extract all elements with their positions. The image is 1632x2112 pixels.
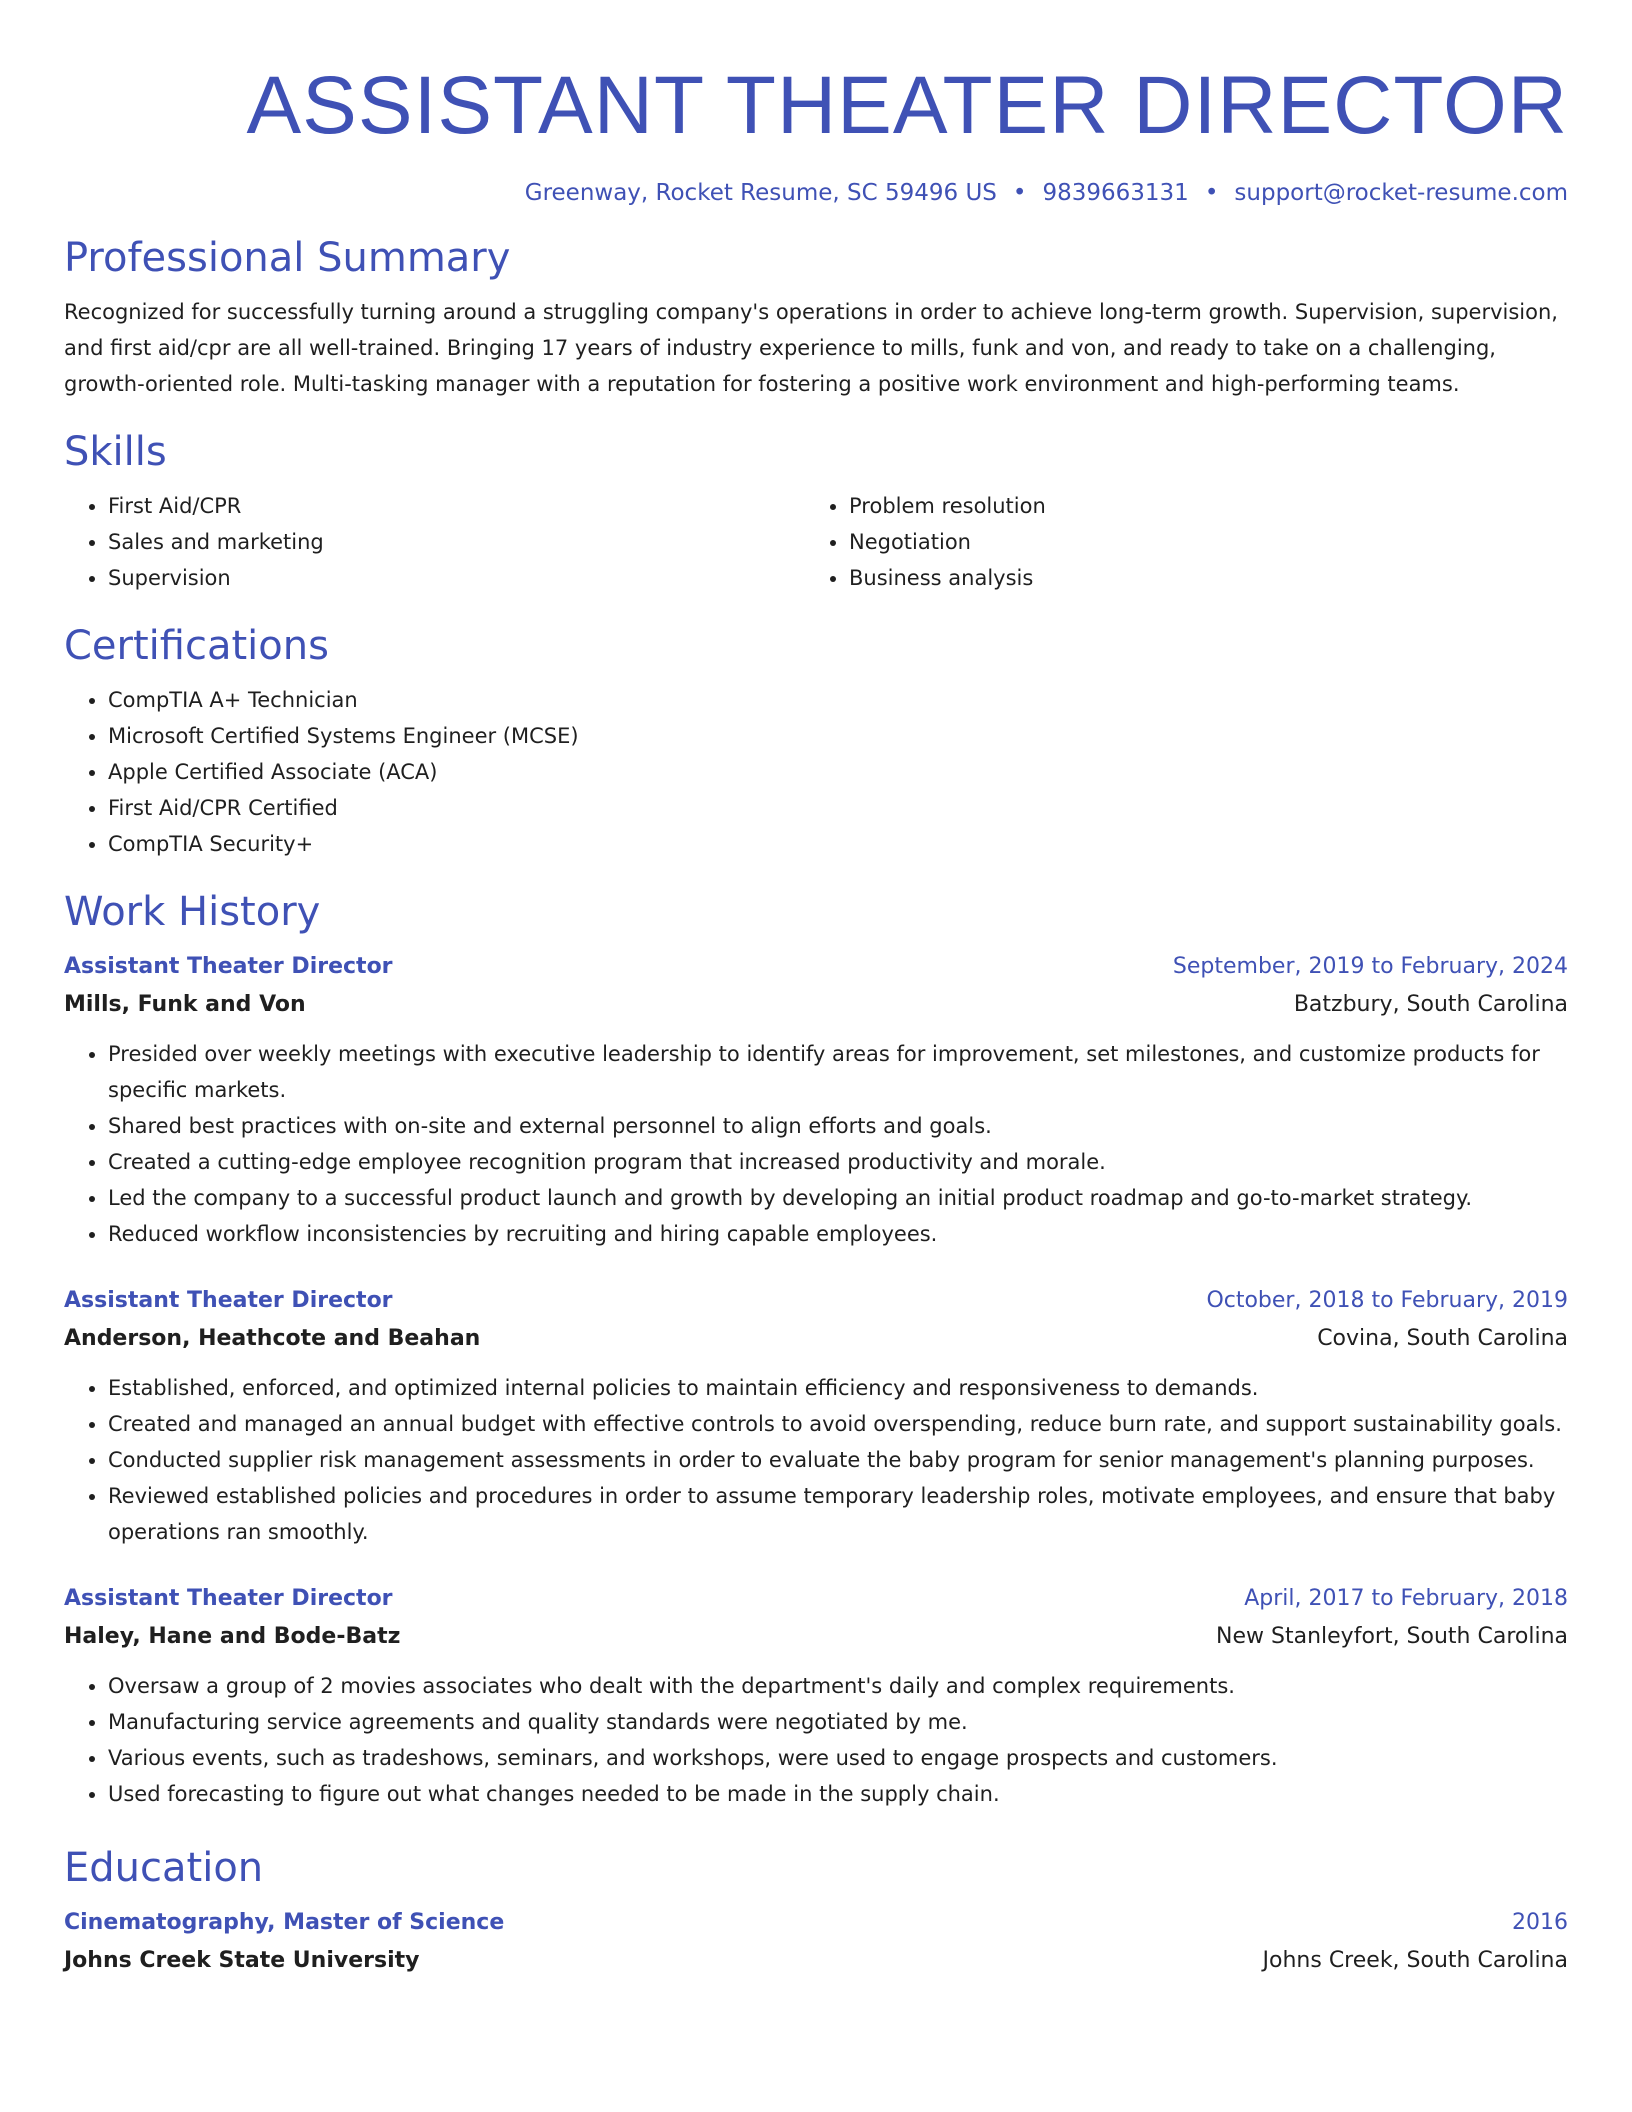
job-bullet: • Shared best practices with on-site and external personnel to align efforts and goals. [108,1108,1568,1144]
job-company: Anderson, Heathcote and Beahan [64,1326,481,1351]
work-history-heading: Work History [64,889,321,935]
job-bullet: • Various events, such as tradeshows, seminars, and workshops, were used to engage prospects and customers. [108,1740,1568,1776]
summary-text: Recognized for successfully turning around a struggling company's operations in order to achieve long-term growth. Supervision, supervision, and first aid/cpr are all well-trained. Bringing 17 years of industry experience to mills, funk and von, and ready to take on a challenging, growth-oriented role. Multi-tasking manager with a reputation for fostering a positive work environment and high-performing teams. [64,300,1558,396]
job-dates: October, 2018 to February, 2019 [1206,1288,1568,1313]
skill-item: • Business analysis [849,560,1568,596]
job-company-row [64,986,1568,1024]
contact-separator: • [1204,180,1219,206]
summary-section [64,232,1568,402]
skill-item: • Supervision [108,560,805,596]
job-title-row [64,1580,1568,1618]
job-bullet: • Established, enforced, and optimized internal policies to maintain efficiency and responsiveness to demands. [108,1370,1568,1406]
contact-separator: • [1012,180,1027,206]
job-bullets [64,1370,1568,1550]
job-title: Assistant Theater Director [64,1586,393,1611]
certification-item: • Microsoft Certified Systems Engineer (MCSE) [108,718,1568,754]
job-location: Covina, South Carolina [1317,1326,1568,1351]
job-title-row [64,1282,1568,1320]
skill-item: • First Aid/CPR [108,488,805,524]
job-company-row [64,1618,1568,1656]
skills-grid [64,488,1568,596]
job-bullet: • Conducted supplier risk management assessments in order to evaluate the baby program for senior management's planning purposes. [108,1442,1568,1478]
job-location: Batzbury, South Carolina [1293,992,1568,1017]
certification-item: • CompTIA Security+ [108,826,1568,862]
education-section [64,1842,1568,1980]
contact-address: Greenway, Rocket Resume, SC 59496 US [524,180,997,206]
certifications-heading: Certifications [64,623,329,669]
job-title-row [64,948,1568,986]
skills-heading: Skills [64,429,167,475]
job-location: New Stanleyfort, South Carolina [1216,1624,1568,1649]
education-school-row [64,1942,1568,1980]
job-bullet: • Manufacturing service agreements and quality standards were negotiated by me. [108,1704,1568,1740]
job-company: Mills, Funk and Von [64,992,306,1017]
certification-item: • First Aid/CPR Certified [108,790,1568,826]
skill-item: • Sales and marketing [108,524,805,560]
job-bullet: • Oversaw a group of 2 movies associates who dealt with the department's daily and complex requirements. [108,1668,1568,1704]
summary-heading: Professional Summary [64,235,511,281]
job-title: Assistant Theater Director [64,954,393,979]
skills-section [64,426,1568,596]
job-company: Haley, Hane and Bode-Batz [64,1624,401,1649]
certification-item: • Apple Certified Associate (ACA) [108,754,1568,790]
candidate-title: ASSISTANT THEATER DIRECTOR [246,60,1568,151]
work-history-section [64,886,1568,1812]
skills-list-left [64,488,805,596]
education-location: Johns Creek, South Carolina [1262,1948,1568,1973]
education-degree: Cinematography, Master of Science [64,1910,505,1935]
job-entry [64,948,1568,1252]
skill-item: • Negotiation [849,524,1568,560]
job-bullet: • Presided over weekly meetings with executive leadership to identify areas for improvement, set milestones, and customize products for specific markets. [108,1036,1568,1108]
job-dates: September, 2019 to February, 2024 [1172,954,1568,979]
job-dates: April, 2017 to February, 2018 [1244,1586,1568,1611]
job-bullet: • Led the company to a successful product launch and growth by developing an initial product roadmap and go-to-market strategy. [108,1180,1568,1216]
job-entry [64,1282,1568,1550]
education-year: 2016 [1512,1910,1568,1935]
job-bullets [64,1036,1568,1252]
job-bullet: • Used forecasting to figure out what changes needed to be made in the supply chain. [108,1776,1568,1812]
job-entry [64,1580,1568,1812]
contact-phone: 9839663131 [1042,180,1189,206]
skills-list-right [805,488,1568,596]
job-bullet: • Created and managed an annual budget with effective controls to avoid overspending, reduce burn rate, and support sustainability goals. [108,1406,1568,1442]
contact-email: support@rocket-resume.com [1234,180,1568,206]
skill-item: • Problem resolution [849,488,1568,524]
certifications-section [64,620,1568,862]
certification-item: • CompTIA A+ Technician [108,682,1568,718]
job-bullet: • Reviewed established policies and procedures in order to assume temporary leadership roles, motivate employees, and ensure that baby operations ran smoothly. [108,1478,1568,1550]
education-heading: Education [64,1845,264,1891]
job-bullet: • Created a cutting-edge employee recognition program that increased productivity and morale. [108,1144,1568,1180]
job-company-row [64,1320,1568,1358]
job-bullet: • Reduced workflow inconsistencies by recruiting and hiring capable employees. [108,1216,1568,1252]
resume-header [64,56,1568,208]
certifications-list [64,682,1568,862]
education-degree-row [64,1904,1568,1942]
education-school: Johns Creek State University [64,1948,420,1973]
job-bullets [64,1668,1568,1812]
contact-line [64,178,1568,208]
job-title: Assistant Theater Director [64,1288,393,1313]
